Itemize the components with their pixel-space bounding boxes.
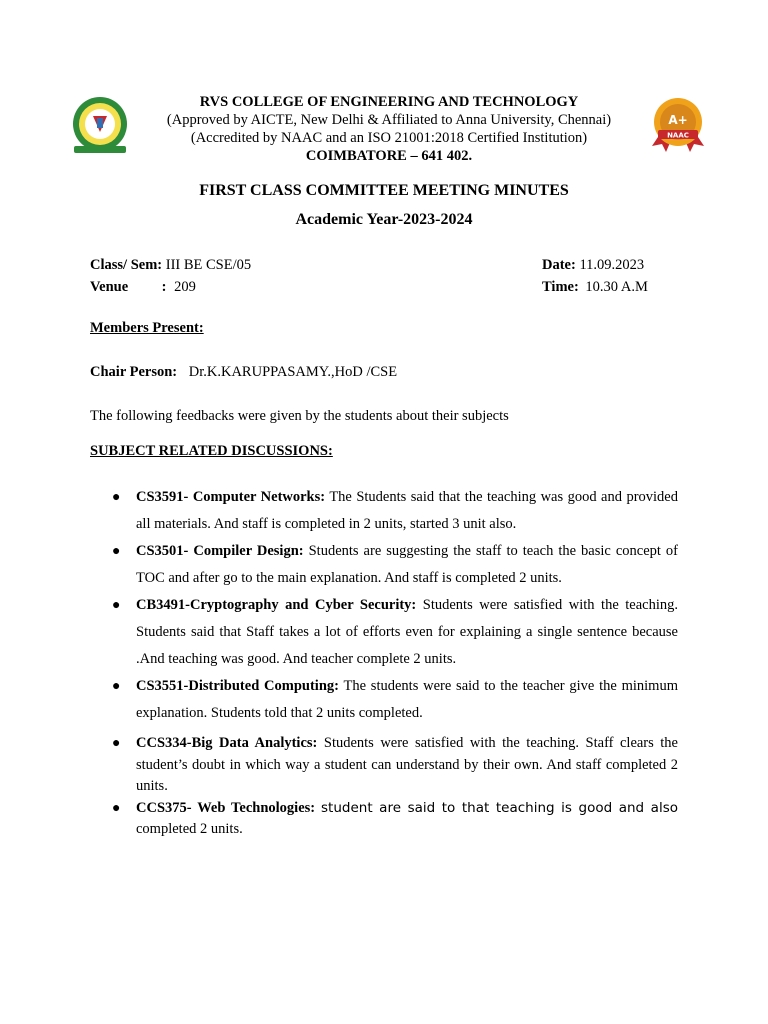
venue-row xyxy=(90,278,196,296)
subject-feedback: The students were said to the teacher give the minimum explanation. Students told that 2 units completed. xyxy=(136,678,678,721)
subject-feedback: The Students said that the teaching was good and provided all materials. And staff is completed in 2 units, started 3 unit also. xyxy=(136,489,678,532)
subject-code: CCS375- Web Technologies: xyxy=(136,799,316,816)
city-line: COIMBATORE – 641 402. xyxy=(305,148,473,164)
subject-feedback: Students were satisfied with the teaching. Students said that Staff takes a lot of efforts even for explaining a single sentence because .And teaching was good. And teacher complete 2 units. xyxy=(136,597,679,667)
date-value: 11.09.2023 xyxy=(579,257,645,273)
time-label: Time: xyxy=(542,279,579,295)
list-item xyxy=(90,798,678,841)
subject-feedback: Students were satisfied with the teaching. Staff clears the student’s doubt in which way a student can understand by their own. And staff completed 2 units. xyxy=(136,735,678,794)
subject-code: CCS334-Big Data Analytics: xyxy=(136,735,318,751)
chair-person-row xyxy=(90,364,397,381)
subject-heading: SUBJECT RELATED DISCUSSIONS: xyxy=(90,443,333,459)
list-item xyxy=(90,673,678,727)
document-title: FIRST CLASS COMMITTEE MEETING MINUTES xyxy=(199,182,569,199)
accreditation-line: (Accredited by NAAC and an ISO 21001:2018 Certified Institution) xyxy=(190,130,588,146)
intro-text: The following feedbacks were given by the students about their subjects xyxy=(90,408,509,424)
members-heading: Members Present: xyxy=(90,320,204,336)
chair-label: Chair Person: xyxy=(90,364,178,380)
list-item xyxy=(90,484,678,538)
naac-label: NAAC xyxy=(667,131,689,140)
bullet-icon: ● xyxy=(112,679,121,694)
academic-year: Academic Year-2023-2024 xyxy=(295,211,473,228)
subject-code: CS3591- Computer Networks: xyxy=(136,489,326,505)
naac-grade: A+ xyxy=(668,113,688,127)
college-name: RVS COLLEGE OF ENGINEERING AND TECHNOLOGY xyxy=(199,94,579,110)
subject-code: CS3551-Distributed Computing: xyxy=(136,678,339,694)
bullet-icon: ● xyxy=(112,800,121,816)
venue-separator: : xyxy=(161,279,167,295)
time-row xyxy=(542,278,648,296)
approval-line: (Approved by AICTE, New Delhi & Affiliated to Anna University, Chennai) xyxy=(166,112,612,128)
subject-feedback: Students are suggesting the staff to teach the basic concept of TOC and after go to the main explanation. And staff is completed 2 units. xyxy=(136,543,678,586)
bullet-icon: ● xyxy=(112,598,121,613)
subject-feedback-continued: completed 2 units. xyxy=(136,821,243,837)
subject-list xyxy=(90,484,678,841)
venue-value: 209 xyxy=(174,279,196,295)
subject-code: CB3491-Cryptography and Cyber Security: xyxy=(136,597,417,613)
bullet-icon: ● xyxy=(112,544,121,559)
subject-code: CS3501- Compiler Design: xyxy=(136,543,304,559)
chair-value: Dr.K.KARUPPASAMY.,HoD /CSE xyxy=(188,364,398,380)
venue-label: Venue xyxy=(90,279,129,295)
time-value: 10.30 A.M xyxy=(585,279,648,295)
college-header xyxy=(140,93,638,165)
bullet-icon: ● xyxy=(112,736,121,751)
date-label: Date: xyxy=(542,257,576,273)
list-item xyxy=(90,592,678,673)
subject-feedback: student are said to that teaching is good and also xyxy=(321,799,678,816)
college-emblem-icon xyxy=(68,94,132,158)
list-item xyxy=(90,733,678,798)
naac-badge-icon xyxy=(646,94,710,158)
list-item xyxy=(90,538,678,592)
class-sem-row xyxy=(90,256,251,274)
date-row xyxy=(542,256,644,274)
class-value: III BE CSE/05 xyxy=(165,257,252,273)
bullet-icon: ● xyxy=(112,490,121,505)
class-label: Class/ Sem: xyxy=(90,257,163,273)
